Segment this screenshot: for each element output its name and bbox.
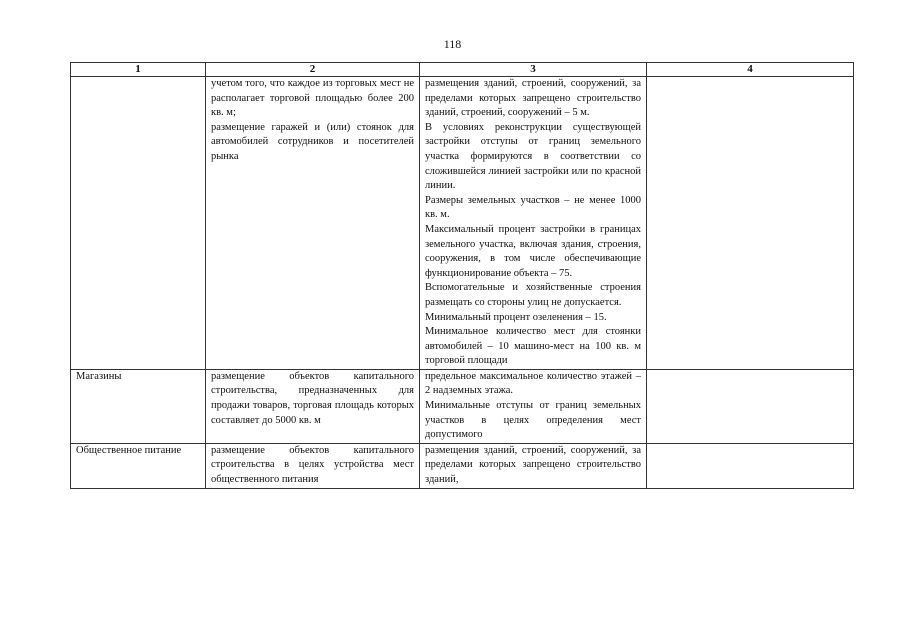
page-number: 118 [443, 37, 462, 51]
table-row [71, 443, 854, 488]
table-row [71, 369, 854, 443]
notes-cell [647, 369, 854, 443]
description-paragraph: размещение гаражей и (или) стоянок для автомобилей сотрудников и посетителей рынка [211, 121, 414, 162]
description-paragraph: размещение объектов капитального строительства в целях устройства мест общественного питания [211, 444, 414, 486]
table-header-row [71, 63, 854, 77]
column-header: 4 [647, 63, 854, 77]
use-type-cell [71, 443, 206, 488]
description-paragraph: учетом того, что каждое из торговых мест не располагает торговой площадью более 200 кв. м; [211, 78, 414, 119]
parameters-cell [420, 443, 647, 488]
use-type-name: Общественное питание [76, 444, 182, 456]
parameter-paragraph: размещения зданий, строений, сооружений, за пределами которых запрещено строительство зданий, строений, сооружений – 5 м. [425, 78, 641, 119]
parameter-paragraph: В условиях реконструкции существующей застройки отступы от границ земельного участка формируются в соответствии со сложившейся линией застройки или по красной линии. [425, 121, 641, 192]
table-row [71, 77, 854, 370]
notes-cell [647, 77, 854, 370]
use-type-cell [71, 369, 206, 443]
notes-cell [647, 443, 854, 488]
parameter-paragraph: Минимальное количество мест для стоянки автомобилей – 10 машино-мест на 100 кв. м торговой площади [425, 326, 641, 367]
parameter-paragraph: Размеры земельных участков – не менее 1000 кв. м. [425, 194, 641, 221]
parameter-paragraph: Минимальный процент озеленения – 15. [425, 311, 607, 323]
use-type-name: Магазины [76, 370, 122, 382]
column-header: 1 [71, 63, 206, 77]
parameter-paragraph: Минимальные отступы от границ земельных участков в целях определения мест допустимого [425, 400, 641, 441]
description-cell [206, 369, 420, 443]
column-header: 3 [420, 63, 647, 77]
description-cell [206, 77, 420, 370]
use-type-cell [71, 77, 206, 370]
parameters-cell [420, 369, 647, 443]
parameter-paragraph: Максимальный процент застройки в границах земельного участка, включая здания, строения, сооружения, в том числе обеспечивающие функционирование объекта – 75. [425, 223, 641, 279]
description-paragraph: размещение объектов капитального строительства, предназначенных для продажи товаров, торговая площадь которых составляет до 5000 кв. м [211, 370, 414, 426]
parameter-paragraph: предельное максимальное количество этажей – 2 надземных этажа. [425, 370, 641, 397]
regulations-table [70, 62, 854, 489]
column-header: 2 [206, 63, 420, 77]
parameters-cell [420, 77, 647, 370]
parameter-paragraph: Вспомогательные и хозяйственные строения размещать со стороны улиц не допускается. [425, 282, 641, 308]
parameter-paragraph: размещения зданий, строений, сооружений, за пределами которых запрещено строительство зданий, [425, 444, 641, 486]
description-cell [206, 443, 420, 488]
